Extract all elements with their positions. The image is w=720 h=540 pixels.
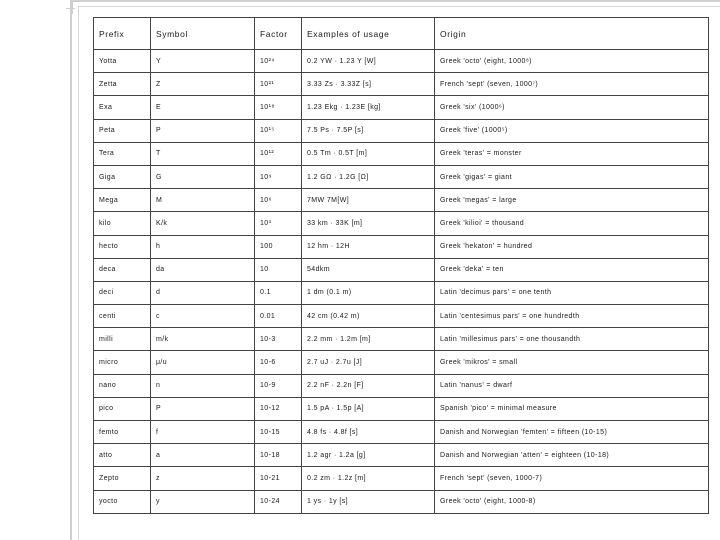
- header-origin: Origin: [435, 18, 709, 50]
- table-row: [94, 281, 709, 304]
- cell-symbol: E: [151, 96, 255, 119]
- cell-prefix: Tera: [94, 142, 151, 165]
- cell-prefix: Peta: [94, 119, 151, 142]
- header-factor: Factor: [255, 18, 302, 50]
- cell-example: 0.2 zm · 1.2z [m]: [302, 467, 435, 490]
- table-row: [94, 189, 709, 212]
- header-examples: Examples of usage: [302, 18, 435, 50]
- cell-origin: Greek 'teras' = monster: [435, 142, 709, 165]
- cell-example: 2.2 nF · 2.2n [F]: [302, 374, 435, 397]
- table-row: [94, 421, 709, 444]
- cell-symbol: μ/u: [151, 351, 255, 374]
- cell-prefix: nano: [94, 374, 151, 397]
- cell-origin: Greek 'hekaton' = hundred: [435, 235, 709, 258]
- cell-symbol: n: [151, 374, 255, 397]
- cell-origin: Spanish 'pico' = minimal measure: [435, 397, 709, 420]
- cell-origin: Greek 'mikros' = small: [435, 351, 709, 374]
- table-row: [94, 351, 709, 374]
- table-row: [94, 142, 709, 165]
- cell-symbol: f: [151, 421, 255, 444]
- cell-example: 1 dm (0.1 m): [302, 281, 435, 304]
- cell-symbol: P: [151, 119, 255, 142]
- cell-prefix: Giga: [94, 165, 151, 188]
- cell-factor: 10: [255, 258, 302, 281]
- cell-symbol: d: [151, 281, 255, 304]
- cell-symbol: a: [151, 444, 255, 467]
- cell-factor: 10-21: [255, 467, 302, 490]
- cell-example: 0.2 YW · 1.23 Y [W]: [302, 50, 435, 73]
- cell-example: 4.8 fs · 4.8f [s]: [302, 421, 435, 444]
- cell-prefix: Mega: [94, 189, 151, 212]
- cell-prefix: atto: [94, 444, 151, 467]
- cell-prefix: Zetta: [94, 73, 151, 96]
- cell-example: 7.5 Ps · 7.5P [s]: [302, 119, 435, 142]
- cell-example: 3.33 Zs · 3.33Z [s]: [302, 73, 435, 96]
- table-row: [94, 96, 709, 119]
- cell-factor: 0.1: [255, 281, 302, 304]
- table-row: [94, 374, 709, 397]
- cell-factor: 10-15: [255, 421, 302, 444]
- cell-example: 33 km · 33K [m]: [302, 212, 435, 235]
- cell-prefix: deca: [94, 258, 151, 281]
- cell-origin: Greek 'octo' (eight, 1000-8): [435, 490, 709, 513]
- cell-factor: 0.01: [255, 305, 302, 328]
- cell-factor: 10²¹: [255, 73, 302, 96]
- cell-factor: 10¹²: [255, 142, 302, 165]
- cell-symbol: m/k: [151, 328, 255, 351]
- cell-factor: 10²⁴: [255, 50, 302, 73]
- cell-origin: Danish and Norwegian 'femten' = fifteen (10-15): [435, 421, 709, 444]
- cell-example: 7MW 7M[W]: [302, 189, 435, 212]
- cell-origin: Latin 'millesimus pars' = one thousandth: [435, 328, 709, 351]
- cell-prefix: yocto: [94, 490, 151, 513]
- header-symbol: Symbol: [151, 18, 255, 50]
- cell-origin: Greek 'gigas' = giant: [435, 165, 709, 188]
- cell-prefix: kilo: [94, 212, 151, 235]
- cell-symbol: M: [151, 189, 255, 212]
- cell-factor: 10-24: [255, 490, 302, 513]
- table-row: [94, 328, 709, 351]
- cell-origin: Greek 'kilioi' = thousand: [435, 212, 709, 235]
- cell-symbol: P: [151, 397, 255, 420]
- cell-prefix: Exa: [94, 96, 151, 119]
- cell-factor: 10-12: [255, 397, 302, 420]
- table-header-row: [94, 18, 709, 50]
- cell-symbol: z: [151, 467, 255, 490]
- cell-origin: Latin 'nanus' = dwarf: [435, 374, 709, 397]
- cell-example: 0.5 Tm · 0.5T [m]: [302, 142, 435, 165]
- table-row: [94, 397, 709, 420]
- cell-symbol: T: [151, 142, 255, 165]
- cell-origin: Latin 'centesimus pars' = one hundredth: [435, 305, 709, 328]
- cell-origin: French 'sept' (seven, 1000-7): [435, 467, 709, 490]
- cell-origin: Greek 'megas' = large: [435, 189, 709, 212]
- cell-example: 1.2 agr · 1.2a [g]: [302, 444, 435, 467]
- table-row: [94, 467, 709, 490]
- table-row: [94, 235, 709, 258]
- cell-prefix: deci: [94, 281, 151, 304]
- cell-example: 1.5 pA · 1.5p [A]: [302, 397, 435, 420]
- cell-prefix: milli: [94, 328, 151, 351]
- cell-prefix: centi: [94, 305, 151, 328]
- table-row: [94, 258, 709, 281]
- cell-origin: Danish and Norwegian 'atten' = eighteen (10-18): [435, 444, 709, 467]
- cell-origin: Greek 'six' (1000⁶): [435, 96, 709, 119]
- cell-example: 2.7 uJ · 2.7u [J]: [302, 351, 435, 374]
- cell-symbol: h: [151, 235, 255, 258]
- cell-origin: French 'sept' (seven, 1000⁷): [435, 73, 709, 96]
- cell-prefix: hecto: [94, 235, 151, 258]
- cell-prefix: Yotta: [94, 50, 151, 73]
- cell-symbol: Z: [151, 73, 255, 96]
- cell-symbol: da: [151, 258, 255, 281]
- cell-factor: 10³: [255, 212, 302, 235]
- cell-prefix: micro: [94, 351, 151, 374]
- cell-factor: 100: [255, 235, 302, 258]
- cell-origin: Latin 'decimus pars' = one tenth: [435, 281, 709, 304]
- cell-prefix: pico: [94, 397, 151, 420]
- cell-factor: 10⁹: [255, 165, 302, 188]
- cell-symbol: G: [151, 165, 255, 188]
- cell-symbol: Y: [151, 50, 255, 73]
- cell-example: 54dkm: [302, 258, 435, 281]
- table-row: [94, 73, 709, 96]
- cell-example: 2.2 mm · 1.2m [m]: [302, 328, 435, 351]
- cell-example: 12 hm · 12H: [302, 235, 435, 258]
- cell-origin: Greek 'octo' (eight, 1000⁸): [435, 50, 709, 73]
- cell-origin: Greek 'deka' = ten: [435, 258, 709, 281]
- cell-origin: Greek 'five' (1000⁵): [435, 119, 709, 142]
- cell-factor: 10-9: [255, 374, 302, 397]
- table-row: [94, 50, 709, 73]
- cell-symbol: K/k: [151, 212, 255, 235]
- cell-factor: 10⁶: [255, 189, 302, 212]
- cell-factor: 10-6: [255, 351, 302, 374]
- cell-prefix: Zepto: [94, 467, 151, 490]
- frame-corner-mark: [66, 8, 75, 9]
- cell-example: 42 cm (0.42 m): [302, 305, 435, 328]
- cell-symbol: c: [151, 305, 255, 328]
- header-prefix: Prefix: [94, 18, 151, 50]
- si-prefix-table: [93, 17, 709, 514]
- cell-factor: 10¹⁵: [255, 119, 302, 142]
- cell-example: 1.2 GΩ · 1.2G [Ω]: [302, 165, 435, 188]
- cell-example: 1 ys · 1y [s]: [302, 490, 435, 513]
- table-row: [94, 165, 709, 188]
- table-row: [94, 305, 709, 328]
- table-row: [94, 119, 709, 142]
- table-row: [94, 212, 709, 235]
- cell-factor: 10-3: [255, 328, 302, 351]
- table-row: [94, 444, 709, 467]
- table-row: [94, 490, 709, 513]
- cell-example: 1.23 Ekg · 1.23E [kg]: [302, 96, 435, 119]
- cell-factor: 10-18: [255, 444, 302, 467]
- cell-symbol: y: [151, 490, 255, 513]
- frame-corner-mark-vertical: [72, 2, 73, 14]
- cell-factor: 10¹⁸: [255, 96, 302, 119]
- cell-prefix: femto: [94, 421, 151, 444]
